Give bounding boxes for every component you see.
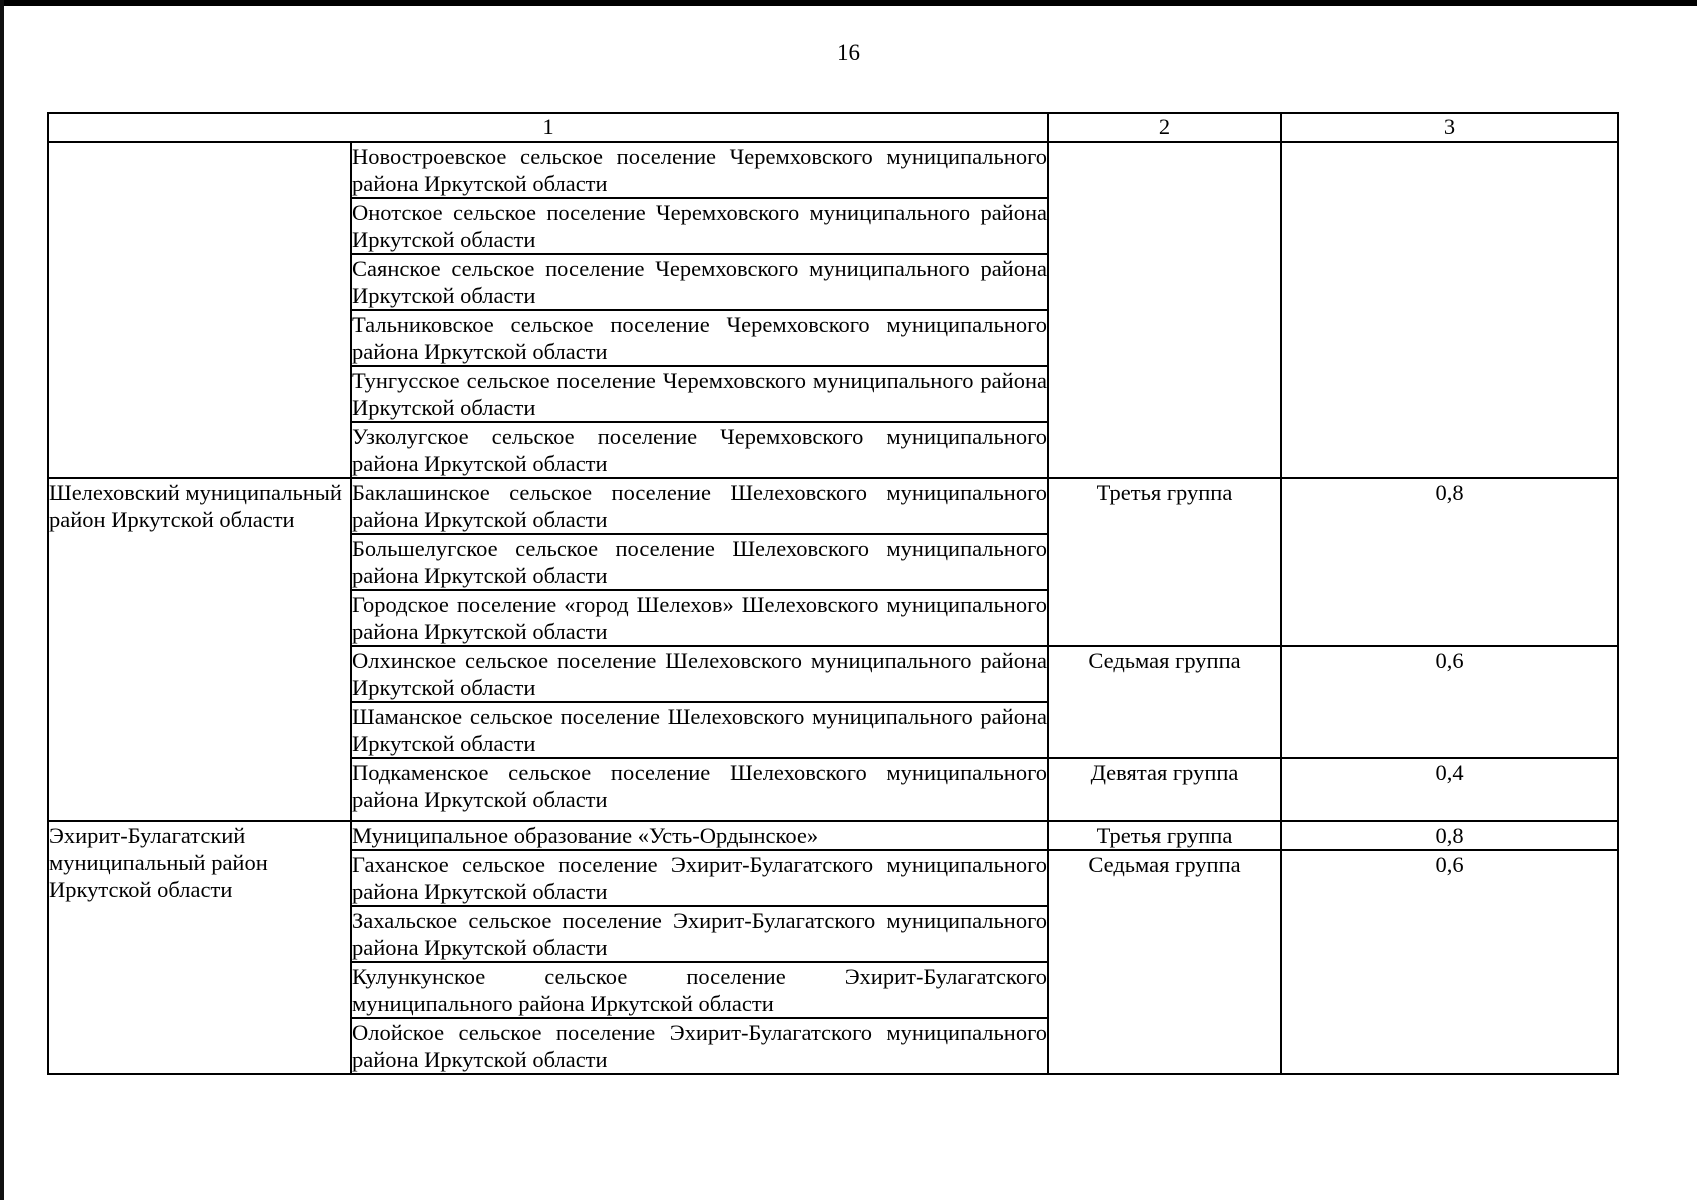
settlement-cell: Новостроевское сельское поселение Черемховского муниципального района Иркутской области (352, 144, 1047, 196)
groups-table (47, 112, 1619, 1075)
group-cell: Седьмая группа (1048, 850, 1281, 1074)
settlement-cell: Баклашинское сельское поселение Шелеховского муниципального района Иркутской области (352, 480, 1047, 532)
settlement-cell: Узколугское сельское поселение Черемховского муниципального района Иркутской области (352, 424, 1047, 476)
settlement-cell: Захальское сельское поселение Эхирит-Булагатского муниципального района Иркутской области (352, 908, 1047, 960)
header-col-3: 3 (1281, 113, 1618, 142)
group-cell: Седьмая группа (1048, 646, 1281, 758)
group-cell: Третья группа (1048, 478, 1281, 646)
settlement-cell: Олойское сельское поселение Эхирит-Булагатского муниципального района Иркутской области (352, 1020, 1047, 1072)
coefficient-cell: 0,6 (1281, 850, 1618, 1074)
settlement-cell: Муниципальное образование «Усть-Ордынское» (351, 821, 1048, 850)
district-cell: Эхирит-Булагатский муниципальный район Иркутской области (48, 821, 351, 1074)
coefficient-cell: 0,4 (1281, 758, 1618, 821)
table-row (48, 478, 1618, 534)
settlement-cell: Онотское сельское поселение Черемховского муниципального района Иркутской области (352, 200, 1047, 252)
settlement-cell: Большелугское сельское поселение Шелеховского муниципального района Иркутской области (352, 536, 1047, 588)
scan-border-top (0, 0, 1697, 6)
settlement-cell: Тальниковское сельское поселение Черемховского муниципального района Иркутской области (352, 312, 1047, 364)
group-cell: Девятая группа (1048, 758, 1281, 821)
coefficient-cell: 0,6 (1281, 646, 1618, 758)
header-col-1: 1 (48, 113, 1048, 142)
settlement-cell: Кулункунское сельское поселение Эхирит-Булагатского муниципального района Иркутской области (352, 964, 1047, 1016)
settlement-cell: Шаманское сельское поселение Шелеховского муниципального района Иркутской области (352, 704, 1047, 756)
table-row (48, 142, 1618, 198)
settlement-cell: Гаханское сельское поселение Эхирит-Булагатского муниципального района Иркутской области (352, 852, 1047, 904)
settlement-cell: Олхинское сельское поселение Шелеховского муниципального района Иркутской области (352, 648, 1047, 700)
district-cell-empty (48, 142, 351, 478)
settlement-cell: Подкаменское сельское поселение Шелеховского муниципального района Иркутской области (351, 758, 1048, 821)
table-header-row (48, 113, 1618, 142)
settlement-cell: Саянское сельское поселение Черемховского муниципального района Иркутской области (352, 256, 1047, 308)
header-col-2: 2 (1048, 113, 1281, 142)
group-cell-empty (1048, 142, 1281, 478)
group-cell: Третья группа (1048, 821, 1281, 850)
settlement-cell: Городское поселение «город Шелехов» Шелеховского муниципального района Иркутской области (352, 592, 1047, 644)
settlement-cell: Тунгусское сельское поселение Черемховского муниципального района Иркутской области (352, 368, 1047, 420)
coefficient-cell: 0,8 (1281, 821, 1618, 850)
district-cell: Шелеховский муниципальный район Иркутской области (48, 478, 351, 821)
table-row (48, 821, 1618, 850)
coef-cell-empty (1281, 142, 1618, 478)
page-number: 16 (837, 40, 860, 65)
coefficient-cell: 0,8 (1281, 478, 1618, 646)
scan-border-left (0, 0, 4, 1200)
